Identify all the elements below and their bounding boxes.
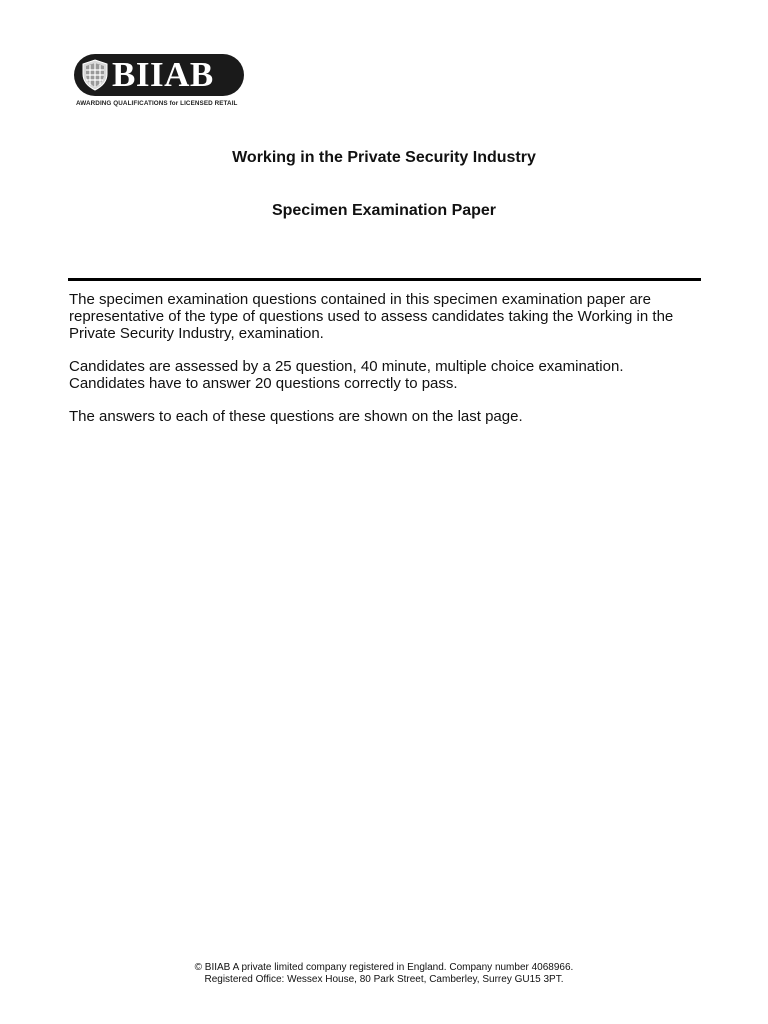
paragraph-line: The answers to each of these questions are shown on the last page.	[69, 408, 523, 425]
logo-badge	[74, 54, 244, 96]
page-footer	[0, 962, 768, 986]
assessment-paragraph	[69, 358, 709, 392]
footer-copyright: © BIIAB A private limited company registered in England. Company number 4068966.	[194, 962, 574, 973]
footer-registered-office: Registered Office: Wessex House, 80 Park Street, Camberley, Surrey GU15 3PT.	[204, 974, 564, 985]
paragraph-line: The specimen examination questions contained in this specimen examination paper are	[69, 291, 652, 308]
logo-wordmark: BIIAB	[112, 55, 214, 94]
biiab-logo	[74, 54, 250, 112]
paragraph-line: representative of the type of questions used to assess candidates taking the Working in the	[69, 308, 674, 325]
paragraph-line: Private Security Industry, examination.	[69, 325, 324, 342]
document-title: Working in the Private Security Industry	[232, 149, 536, 166]
shield-icon	[82, 59, 108, 91]
paragraph-line: Candidates are assessed by a 25 question, 40 minute, multiple choice examination.	[69, 358, 624, 375]
document-subtitle: Specimen Examination Paper	[271, 202, 497, 219]
intro-paragraph	[69, 291, 709, 342]
paragraph-line: Candidates have to answer 20 questions correctly to pass.	[69, 375, 458, 392]
heading-divider	[68, 278, 701, 281]
answers-paragraph	[69, 408, 709, 425]
logo-tagline: AWARDING QUALIFICATIONS for LICENSED RETAIL	[76, 100, 238, 107]
